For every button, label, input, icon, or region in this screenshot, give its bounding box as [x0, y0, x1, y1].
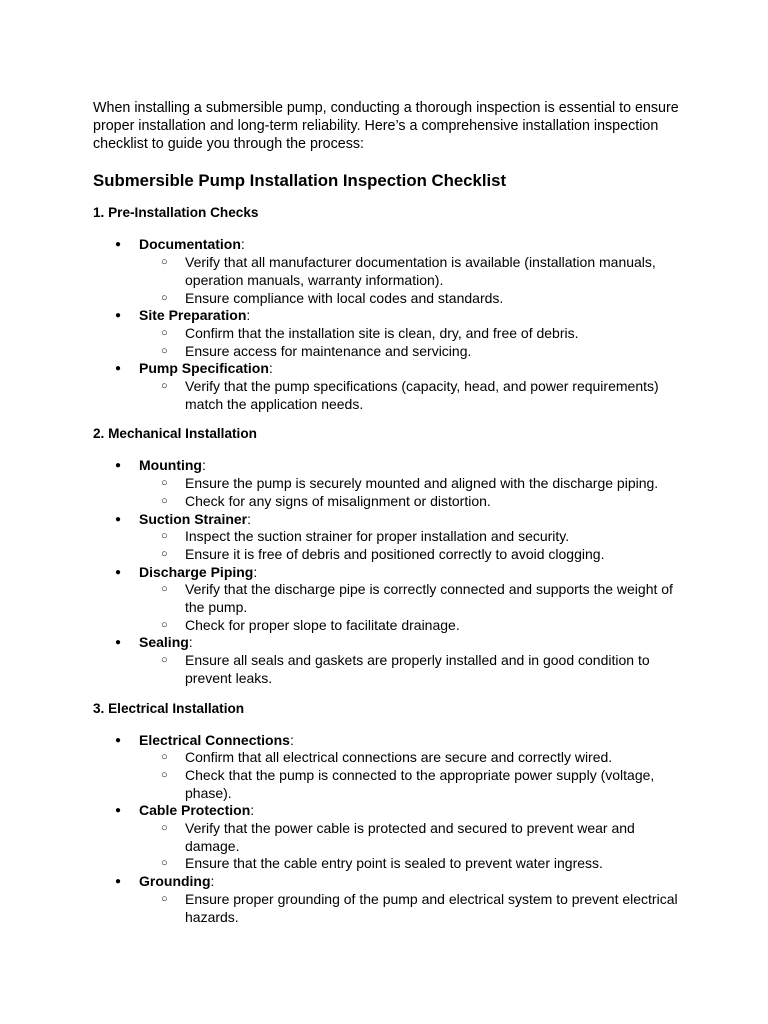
item-label: Discharge Piping [139, 563, 254, 580]
intro-paragraph: When installing a submersible pump, conducting a thorough inspection is essential to ensure proper installation and long-term reliability. Here’s a comprehensive installation inspection checklist to guide you through the process: [93, 100, 679, 152]
sub-item: ○ Ensure that the cable entry point is sealed to prevent water ingress. [139, 855, 683, 873]
sub-item: ○ Confirm that the installation site is clean, dry, and free of debris. [139, 325, 683, 343]
item-label: Mounting [139, 457, 202, 474]
list-item: ● Sealing: ○ Ensure all seals and gaskets are properly installed and in good condition to prevent leaks. [93, 634, 683, 687]
item-label: Documentation [139, 236, 241, 253]
sub-item: ○ Inspect the suction strainer for proper installation and security. [139, 528, 683, 546]
list-item: ● Documentation: ○ Verify that all manufacturer documentation is available (installation manuals, operation manuals, warranty information). ○ Ensure compliance with local codes and standards. [93, 236, 683, 307]
section-heading: 1. Pre-Installation Checks [93, 205, 259, 221]
item-label: Pump Specification [139, 360, 269, 377]
document-title: Submersible Pump Installation Inspection Checklist [93, 171, 507, 191]
sub-item: ○ Verify that all manufacturer documentation is available (installation manuals, operation manuals, warranty information). [139, 254, 683, 289]
checklist-items [93, 236, 683, 413]
checklist-sections [93, 204, 683, 926]
sub-items [139, 254, 683, 307]
checklist-section [93, 204, 683, 413]
sub-item: ○ Confirm that all electrical connections are secure and correctly wired. [139, 749, 683, 767]
sub-item: ○ Check for any signs of misalignment or distortion. [139, 493, 683, 511]
document-body [93, 100, 683, 926]
sub-item: ○ Ensure it is free of debris and positioned correctly to avoid clogging. [139, 546, 683, 564]
sub-item: ○ Ensure the pump is securely mounted and aligned with the discharge piping. [139, 475, 683, 493]
sub-item: ○ Check for proper slope to facilitate drainage. [139, 617, 683, 635]
sub-items [139, 528, 683, 563]
sub-items [139, 378, 683, 413]
sub-item: ○ Ensure compliance with local codes and standards. [139, 290, 683, 308]
item-label: Site Preparation [139, 307, 247, 324]
sub-item: ○ Check that the pump is connected to the appropriate power supply (voltage, phase). [139, 767, 683, 802]
sub-items [139, 581, 683, 634]
sub-item: ○ Verify that the discharge pipe is correctly connected and supports the weight of the pump. [139, 581, 683, 616]
sub-items [139, 749, 683, 802]
item-label: Electrical Connections [139, 731, 290, 748]
checklist-section [93, 700, 683, 927]
item-label: Grounding [139, 873, 211, 890]
sub-items [139, 475, 683, 510]
sub-item: ○ Verify that the pump specifications (capacity, head, and power requirements) match the application needs. [139, 378, 683, 413]
sub-item: ○ Ensure proper grounding of the pump and electrical system to prevent electrical hazards. [139, 891, 683, 926]
sub-item: ○ Ensure all seals and gaskets are properly installed and in good condition to prevent leaks. [139, 652, 683, 687]
list-item: ● Site Preparation: ○ Confirm that the installation site is clean, dry, and free of debris. ○ Ensure access for maintenance and servicing. [93, 307, 683, 360]
sub-items [139, 652, 683, 687]
sub-items [139, 891, 683, 926]
item-label: Cable Protection [139, 802, 251, 819]
item-label: Sealing [139, 634, 189, 651]
list-item: ● Suction Strainer: ○ Inspect the suction strainer for proper installation and security. ○ Ensure it is free of debris and positioned correctly to avoid clogging. [93, 511, 683, 564]
list-item: ● Cable Protection: ○ Verify that the power cable is protected and secured to prevent wear and damage. ○ Ensure that the cable entry point is sealed to prevent water ingress. [93, 802, 683, 873]
list-item: ● Grounding: ○ Ensure proper grounding of the pump and electrical system to prevent electrical hazards. [93, 873, 683, 926]
sub-item: ○ Ensure access for maintenance and servicing. [139, 343, 683, 361]
checklist-section [93, 425, 683, 687]
item-label: Suction Strainer [139, 510, 248, 527]
checklist-items [93, 457, 683, 687]
sub-items [139, 325, 683, 360]
list-item: ● Electrical Connections: ○ Confirm that all electrical connections are secure and correctly wired. ○ Check that the pump is connected to the appropriate power supply (voltage, phase). [93, 732, 683, 803]
sub-item: ○ Verify that the power cable is protected and secured to prevent wear and damage. [139, 820, 683, 855]
list-item: ● Discharge Piping: ○ Verify that the discharge pipe is correctly connected and supports the weight of the pump. ○ Check for proper slope to facilitate drainage. [93, 564, 683, 635]
sub-items [139, 820, 683, 873]
section-heading: 3. Electrical Installation [93, 700, 245, 716]
section-heading: 2. Mechanical Installation [93, 426, 257, 442]
list-item: ● Pump Specification: ○ Verify that the pump specifications (capacity, head, and power requirements) match the application needs. [93, 360, 683, 413]
list-item: ● Mounting: ○ Ensure the pump is securely mounted and aligned with the discharge piping. ○ Check for any signs of misalignment or distortion. [93, 457, 683, 510]
checklist-items [93, 732, 683, 927]
